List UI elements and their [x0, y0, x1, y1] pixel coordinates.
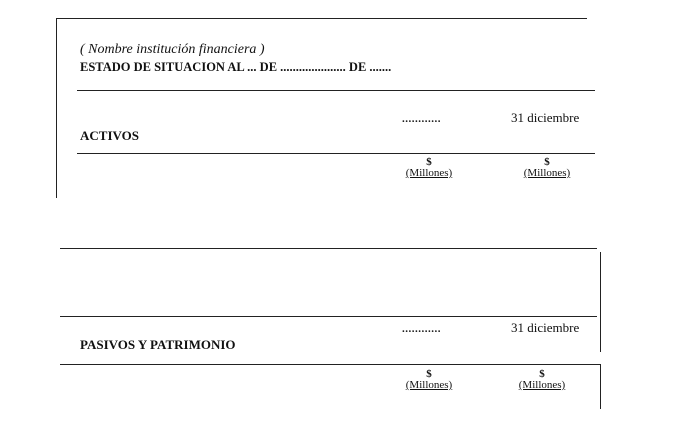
- right-border-upper: [600, 252, 601, 352]
- institution-name: ( Nombre institución financiera ): [80, 42, 265, 57]
- right-border-lower: [600, 364, 601, 409]
- pasivos-period-placeholder: ............: [402, 323, 441, 335]
- pasivos-unit-col1: [389, 369, 469, 391]
- pasivos-header-rule: [60, 316, 597, 317]
- pasivos-rule: [60, 364, 600, 365]
- activos-period-placeholder: ............: [402, 113, 441, 125]
- header-rule: [77, 90, 595, 91]
- top-rule: [57, 18, 587, 19]
- pasivos-unit-col2: [502, 369, 582, 391]
- statement-title: ESTADO DE SITUACION AL ... DE ..................... DE .......: [80, 60, 392, 74]
- currency-symbol: $: [544, 156, 550, 168]
- activos-rule: [77, 153, 595, 154]
- units-label: (Millones): [405, 379, 453, 391]
- activos-unit-col2: [507, 157, 587, 179]
- units-label: (Millones): [518, 379, 566, 391]
- activos-date: 31 diciembre: [511, 110, 580, 125]
- section2-top-rule: [60, 248, 597, 249]
- left-border: [56, 18, 57, 198]
- currency-symbol: $: [426, 156, 432, 168]
- activos-unit-col1: [389, 157, 469, 179]
- currency-symbol: $: [426, 368, 432, 380]
- pasivos-label: PASIVOS Y PATRIMONIO: [80, 337, 236, 352]
- currency-symbol: $: [539, 368, 545, 380]
- activos-label: ACTIVOS: [80, 128, 139, 143]
- pasivos-date: 31 diciembre: [511, 320, 580, 335]
- units-label: (Millones): [523, 167, 571, 179]
- units-label: (Millones): [405, 167, 453, 179]
